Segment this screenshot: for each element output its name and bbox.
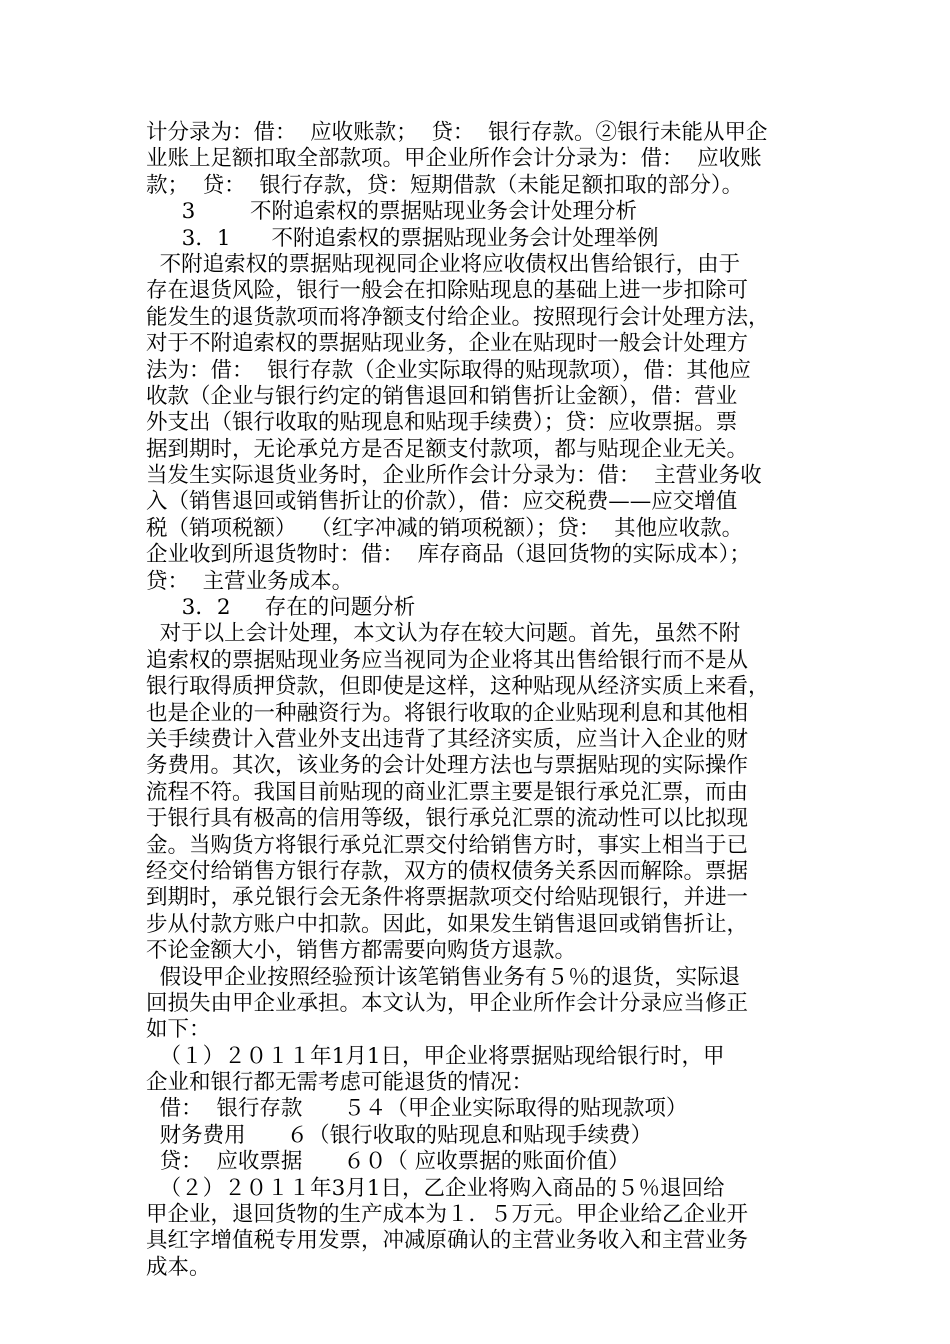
text-line: 务费用。其次，该业务的会计处理方法也与票据贴现的实际操作 [146,753,749,779]
text-line: 假设甲企业按照经验预计该笔销售业务有５％的退货，实际退 [146,964,741,990]
subsection-heading: 3．1 不附追索权的票据贴现业务会计处理举例 [168,225,659,251]
text-line: 业账上足额扣取全部款项。甲企业所作会计分录为：借： 应收账 [146,146,762,172]
text-line: 能发生的退货款项而将净额支付给企业。按照现行会计处理方法， [146,304,770,330]
text-line: （１）２０１１年1月1日，甲企业将票据贴现给银行时，甲 [146,1043,725,1069]
text-line: 追索权的票据贴现业务应当视同为企业将其出售给银行而不是从 [146,647,749,673]
text-line: 回损失由甲企业承担。本文认为，甲企业所作会计分录应当修正 [146,990,749,1016]
text-line: 成本。 [146,1254,211,1280]
text-line: 银行取得质押贷款，但即使是这样，这种贴现从经济实质上来看， [146,674,770,700]
text-line: 企业和银行都无需考虑可能退货的情况： [146,1070,534,1096]
text-line: 如下： [146,1017,211,1043]
text-line: 对于以上会计处理，本文认为存在较大问题。首先，虽然不附 [146,621,741,647]
journal-entry-line: 财务费用 ６（银行收取的贴现息和贴现手续费） [146,1122,653,1148]
text-line: 甲企业，退回货物的生产成本为１．５万元。甲企业给乙企业开 [146,1202,749,1228]
text-line: 不附追索权的票据贴现视同企业将应收债权出售给银行，由于 [146,251,741,277]
text-line: 对于不附追索权的票据贴现业务，企业在贴现时一般会计处理方 [146,331,749,357]
text-line: 款； 贷： 银行存款，贷：短期借款（未能足额扣取的部分）。 [146,172,744,198]
text-line: 据到期时，无论承兑方是否足额支付款项，都与贴现企业无关。 [146,436,749,462]
text-line: 到期时，承兑银行会无条件将票据款项交付给贴现银行，并进一 [146,885,749,911]
text-line: 步从付款方账户中扣款。因此，如果发生销售退回或销售折让， [146,911,749,937]
text-line: 收款（企业与银行约定的销售退回和销售折让金额），借：营业 [146,383,738,409]
text-line: 不论金额大小，销售方都需要向购货方退款。 [146,938,577,964]
text-line: 入（销售退回或销售折让的价款），借：应交税费——应交增值 [146,489,738,515]
text-line: 也是企业的一种融资行为。将银行收取的企业贴现利息和其他相 [146,700,749,726]
journal-entry-line: 贷： 应收票据 ６０（ 应收票据的账面价值） [146,1149,630,1175]
text-line: 税（销项税额） （红字冲减的销项税额）；贷： 其他应收款。 [146,515,744,541]
text-line: 法为：借： 银行存款（企业实际取得的贴现款项），借：其他应 [146,357,751,383]
text-line: 计分录为：借： 应收账款； 贷： 银行存款。②银行未能从甲企 [146,120,768,145]
text-line: 当发生实际退货业务时，企业所作会计分录为：借： 主营业务收 [146,463,762,489]
text-line: 关手续费计入营业外支出违背了其经济实质，应当计入企业的财 [146,726,749,752]
text-line: 金。当购货方将银行承兑汇票交付给销售方时，事实上相当于已 [146,832,749,858]
section-heading: 3 不附追索权的票据贴现业务会计处理分析 [168,199,638,225]
text-line: 经交付给销售方银行存款，双方的债权债务关系因而解除。票据 [146,858,749,884]
text-line: 存在退货风险，银行一般会在扣除贴现息的基础上进一步扣除可 [146,278,749,304]
text-line: 具红字增值税专用发票，冲减原确认的主营业务收入和主营业务 [146,1228,749,1254]
subsection-heading: 3．2 存在的问题分析 [168,595,416,621]
text-line: 企业收到所退货物时：借： 库存商品（退回货物的实际成本）； [146,542,751,568]
text-line: （２）２０１１年3月1日，乙企业将购入商品的５％退回给 [146,1175,725,1201]
text-line: 流程不符。我国目前贴现的商业汇票主要是银行承兑汇票，而由 [146,779,749,805]
journal-entry-line: 借： 银行存款 ５４（甲企业实际取得的贴现款项） [146,1096,688,1122]
text-line: 贷： 主营业务成本。 [146,568,354,594]
text-line: 外支出（银行收取的贴现息和贴现手续费）；贷：应收票据。票 [146,410,738,436]
document-page [146,120,810,1281]
text-line: 于银行具有极高的信用等级，银行承兑汇票的流动性可以比拟现 [146,806,749,832]
